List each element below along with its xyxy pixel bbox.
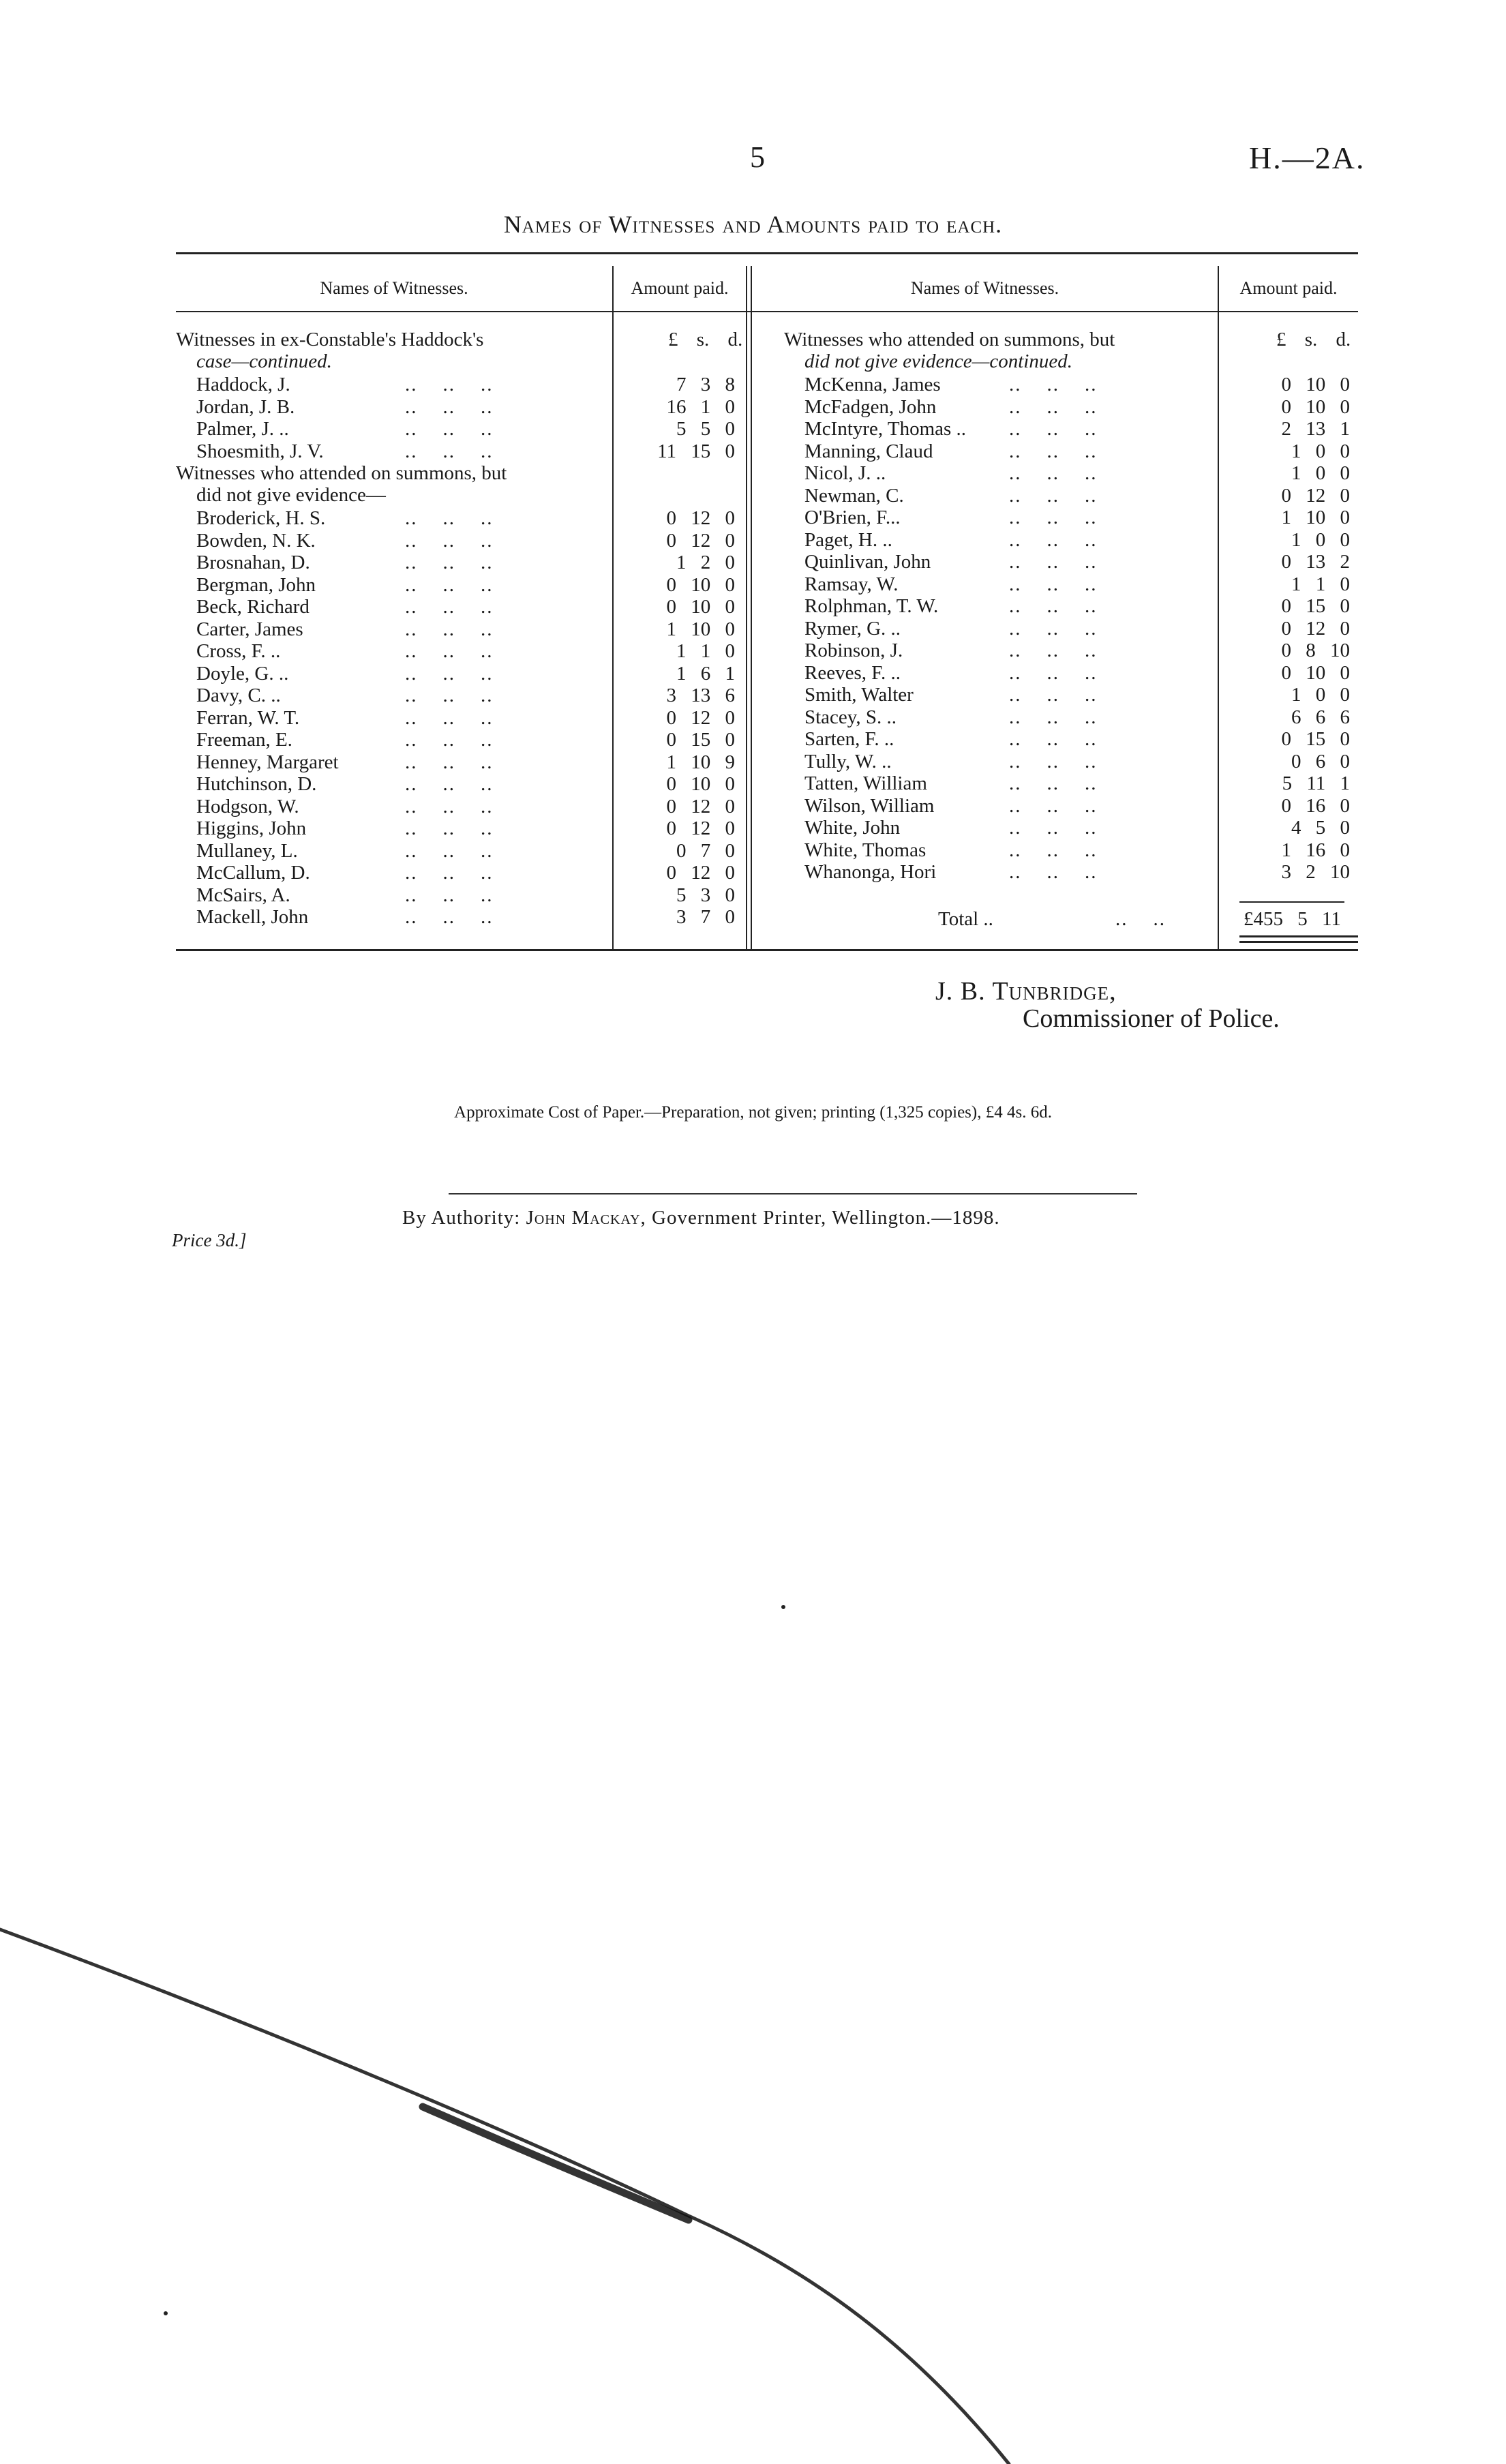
amount-paid: 6 6 6 [1291, 706, 1350, 728]
leader-dots: .. .. .. [405, 596, 494, 618]
amount-paid: 1 0 0 [1291, 440, 1350, 462]
amount-paid: 5 11 1 [1282, 772, 1350, 794]
witness-name: Haddock, J. [196, 374, 290, 395]
amount-paid: 0 12 0 [666, 507, 735, 529]
amount-paid: 0 10 0 [666, 773, 735, 795]
leader-dots: .. .. .. [1009, 573, 1098, 595]
leader-dots: .. .. .. [1009, 418, 1098, 440]
table-row [176, 772, 1358, 795]
table-row [176, 795, 1358, 817]
leader-dots: .. .. .. [1009, 462, 1098, 484]
witness-name: McFadgen, John [804, 395, 937, 418]
table-row [176, 817, 1358, 839]
witness-name: Wilson, William [804, 794, 935, 817]
signature-name: J. B. Tunbridge, [935, 977, 1117, 1006]
witness-name: Carter, James [196, 618, 303, 640]
table-row [176, 440, 1358, 463]
table-row [176, 595, 1358, 618]
leader-dots: .. .. .. [405, 507, 494, 529]
section-heading: Witnesses who attended on summons, but [784, 329, 1115, 350]
amount-paid: 1 0 0 [1291, 684, 1350, 706]
leader-dots: .. .. .. [405, 884, 494, 906]
witness-name: Quinlivan, John [804, 551, 931, 573]
witness-name: Tatten, William [804, 772, 927, 794]
amount-paid: 0 15 0 [1281, 728, 1350, 750]
amount-paid: 1 6 1 [676, 662, 735, 685]
total-amount: £455 5 11 [1244, 908, 1341, 930]
leader-dots: .. .. .. [405, 529, 494, 552]
witness-name: Tully, W. .. [804, 750, 892, 772]
table-row [176, 839, 1358, 862]
total-label: Total .. [938, 908, 993, 930]
amount-paid: 0 15 0 [666, 729, 735, 751]
header-amount-right: Amount paid. [1239, 278, 1338, 298]
section-heading: did not give evidence— [196, 484, 386, 506]
leader-dots: .. .. .. [1009, 661, 1098, 684]
amount-paid: 0 12 0 [666, 529, 735, 552]
leader-dots: .. .. .. [405, 618, 494, 640]
witness-name: White, Thomas [804, 839, 927, 861]
witness-name: Jordan, J. B. [196, 395, 295, 418]
witness-name: Bowden, N. K. [196, 529, 316, 552]
witness-name: McKenna, James [804, 374, 941, 395]
leader-dots: .. .. .. [405, 440, 494, 462]
leader-dots: .. .. .. [1009, 794, 1098, 817]
witness-table [176, 252, 1358, 955]
leader-dots: .. .. .. [1009, 684, 1098, 706]
amount-paid: 0 12 0 [1281, 484, 1350, 507]
amount-paid: 0 10 0 [1281, 395, 1350, 418]
total-double-rule [1239, 935, 1358, 937]
amount-paid: 0 16 0 [1281, 794, 1350, 817]
table-row [176, 418, 1358, 440]
print-speck [781, 1605, 785, 1609]
leader-dots: .. .. .. [405, 418, 494, 440]
table-row [176, 751, 1358, 773]
witness-name: Rymer, G. .. [804, 617, 901, 640]
leader-dots: .. .. .. [405, 795, 494, 817]
document-reference: H.—2A. [1249, 140, 1366, 175]
table-row [176, 396, 1358, 419]
table-row [176, 884, 1358, 907]
amount-paid: 1 1 0 [676, 640, 735, 662]
amount-paid: 0 8 10 [1281, 640, 1350, 661]
leader-dots: .. .. .. [405, 662, 494, 685]
amount-paid: 1 2 0 [676, 552, 735, 573]
amount-paid: 0 12 0 [666, 795, 735, 817]
table-row [176, 684, 1358, 706]
witness-name: White, John [804, 817, 901, 839]
leader-dots: .. .. .. [1009, 861, 1098, 883]
table-row [176, 861, 1358, 884]
cost-note: Approximate Cost of Paper.—Preparation, not given; printing (1,325 copies), £4 4s. 6d. [454, 1103, 1052, 1122]
leader-dots: .. .. .. [1009, 551, 1098, 573]
witness-name: Paget, H. .. [804, 528, 892, 551]
witness-name: Henney, Margaret [196, 751, 339, 773]
amount-paid: 1 1 0 [1291, 573, 1350, 595]
leader-dots: .. .. .. [405, 685, 494, 706]
witness-name: Reeves, F. .. [804, 661, 901, 684]
header-names-right: Names of Witnesses. [910, 278, 1059, 298]
section-heading-continued: case—continued. [196, 350, 332, 372]
witness-name: Davy, C. .. [196, 685, 281, 706]
leader-dots: .. .. .. [1009, 528, 1098, 551]
witness-name: O'Brien, F... [804, 507, 901, 528]
printer-imprint: By Authority: John Mackay, Government Printer, Wellington.—1898. [402, 1207, 1000, 1229]
table-row [176, 507, 1358, 529]
witness-name: Ferran, W. T. [196, 706, 300, 729]
section-heading: Witnesses in ex-Constable's Haddock's [176, 329, 484, 350]
total-double-rule [1239, 941, 1358, 943]
table-row [176, 728, 1358, 751]
amount-paid: 1 16 0 [1281, 839, 1350, 861]
leader-dots: .. .. .. [1009, 640, 1098, 661]
leader-dots: .. .. .. [1009, 440, 1098, 462]
witness-name: McIntyre, Thomas .. [804, 418, 967, 440]
leader-dots: .. .. .. [1009, 507, 1098, 528]
leader-dots: .. .. .. [405, 640, 494, 662]
leader-dots: .. .. .. [1009, 706, 1098, 728]
witness-name: Mullaney, L. [196, 839, 298, 862]
table-row [176, 573, 1358, 596]
witness-name: Palmer, J. .. [196, 418, 289, 440]
witness-name: Brosnahan, D. [196, 552, 310, 573]
leader-dots: .. .. .. [405, 906, 494, 928]
witness-name: Beck, Richard [196, 596, 310, 618]
witness-name: Sarten, F. .. [804, 728, 894, 750]
amount-paid: 0 6 0 [1291, 750, 1350, 772]
amount-paid: 2 13 1 [1281, 418, 1350, 440]
leader-dots: .. .. .. [1009, 839, 1098, 861]
amount-paid: 0 12 0 [666, 817, 735, 839]
witness-name: Newman, C. [804, 484, 904, 507]
leader-dots: .. .. .. [405, 706, 494, 729]
witness-name: Manning, Claud [804, 440, 933, 462]
witness-name: Hodgson, W. [196, 795, 299, 817]
table-row [176, 662, 1358, 685]
leader-dots: .. .. .. [405, 374, 494, 395]
header-amount-left: Amount paid. [631, 278, 729, 298]
witness-name: Hutchinson, D. [196, 773, 317, 795]
witness-name: Stacey, S. .. [804, 706, 897, 728]
leader-dots: .. .. .. [405, 862, 494, 884]
leader-dots: .. .. .. [1009, 484, 1098, 507]
signature-title: Commissioner of Police. [1023, 1004, 1280, 1033]
amount-paid: 1 0 0 [1291, 462, 1350, 484]
leader-dots: .. .. [1115, 908, 1166, 930]
amount-paid: 1 10 9 [666, 751, 735, 773]
amount-paid: 1 0 0 [1291, 528, 1350, 551]
witness-name: Robinson, J. [804, 640, 903, 661]
leader-dots: .. .. .. [1009, 750, 1098, 772]
table-row [176, 529, 1358, 552]
witness-name: Broderick, H. S. [196, 507, 326, 529]
table-row [176, 551, 1358, 573]
witness-name: Smith, Walter [804, 684, 914, 706]
leader-dots: .. .. .. [1009, 395, 1098, 418]
amount-paid: 1 10 0 [1281, 507, 1350, 528]
table-row [176, 906, 1358, 929]
page-number: 5 [750, 140, 765, 174]
table-row [176, 462, 1358, 485]
witness-name: Freeman, E. [196, 729, 292, 751]
amount-paid: 7 3 8 [676, 374, 735, 395]
witness-name: McCallum, D. [196, 862, 310, 884]
table-header-rule [176, 311, 1358, 312]
table-bottom-rule [176, 949, 1358, 951]
header-names-left: Names of Witnesses. [320, 278, 468, 298]
leader-dots: .. .. .. [405, 817, 494, 839]
amount-paid: 5 5 0 [676, 418, 735, 440]
leader-dots: .. .. .. [405, 751, 494, 773]
leader-dots: .. .. .. [1009, 817, 1098, 839]
amount-paid: 0 12 0 [1281, 617, 1350, 640]
footer-rule [449, 1193, 1137, 1195]
amount-paid: 11 15 0 [657, 440, 735, 462]
leader-dots: .. .. .. [1009, 374, 1098, 395]
amount-paid: 0 12 0 [666, 706, 735, 729]
amount-paid: 0 10 0 [1281, 374, 1350, 395]
print-speck [164, 2311, 168, 2315]
table-row [176, 640, 1358, 662]
leader-dots: .. .. .. [1009, 772, 1098, 794]
amount-paid: 0 7 0 [676, 839, 735, 862]
witness-name: Ramsay, W. [804, 573, 899, 595]
amount-paid: 5 3 0 [676, 884, 735, 906]
amount-paid: 0 10 0 [666, 596, 735, 618]
amount-paid: 3 7 0 [676, 906, 735, 928]
table-row [176, 706, 1358, 729]
table-row [176, 374, 1358, 396]
section-heading: Witnesses who attended on summons, but [176, 462, 507, 484]
units-left: £ s. d. [668, 329, 743, 350]
leader-dots: .. .. .. [405, 839, 494, 862]
amount-paid: 0 15 0 [1281, 595, 1350, 617]
table-row [176, 485, 1358, 507]
leader-dots: .. .. .. [405, 573, 494, 596]
units-right: £ s. d. [1276, 329, 1351, 350]
amount-paid: 1 10 0 [666, 618, 735, 640]
amount-paid: 3 13 6 [666, 685, 735, 706]
leader-dots: .. .. .. [405, 729, 494, 751]
leader-dots: .. .. .. [405, 395, 494, 418]
price-note: Price 3d.] [172, 1230, 247, 1250]
amount-paid: 0 10 0 [1281, 661, 1350, 684]
table-top-rule [176, 252, 1358, 254]
witness-name: Shoesmith, J. V. [196, 440, 324, 462]
witness-name: Rolphman, T. W. [804, 595, 939, 617]
section-heading-continued: did not give evidence—continued. [804, 350, 1072, 372]
leader-dots: .. .. .. [1009, 617, 1098, 640]
witness-name: Doyle, G. .. [196, 662, 289, 685]
amount-paid: 0 13 2 [1281, 551, 1350, 573]
table-row [176, 618, 1358, 640]
leader-dots: .. .. .. [1009, 595, 1098, 617]
amount-paid: 0 10 0 [666, 573, 735, 596]
leader-dots: .. .. .. [405, 773, 494, 795]
leader-dots: .. .. .. [1009, 728, 1098, 750]
leader-dots: .. .. .. [405, 552, 494, 573]
page-title: Names of Witnesses and Amounts paid to each. [503, 211, 1003, 238]
witness-name: Higgins, John [196, 817, 307, 839]
witness-name: Cross, F. .. [196, 640, 281, 662]
witness-name: Bergman, John [196, 573, 316, 596]
amount-paid: 0 12 0 [666, 862, 735, 884]
amount-paid: 16 1 0 [666, 395, 735, 418]
amount-paid: 3 2 10 [1281, 861, 1350, 883]
witness-name: Mackell, John [196, 906, 309, 928]
witness-name: McSairs, A. [196, 884, 290, 906]
total-rule [1239, 901, 1344, 903]
witness-name: Whanonga, Hori [804, 861, 937, 883]
witness-name: Nicol, J. .. [804, 462, 886, 484]
amount-paid: 4 5 0 [1291, 817, 1350, 839]
